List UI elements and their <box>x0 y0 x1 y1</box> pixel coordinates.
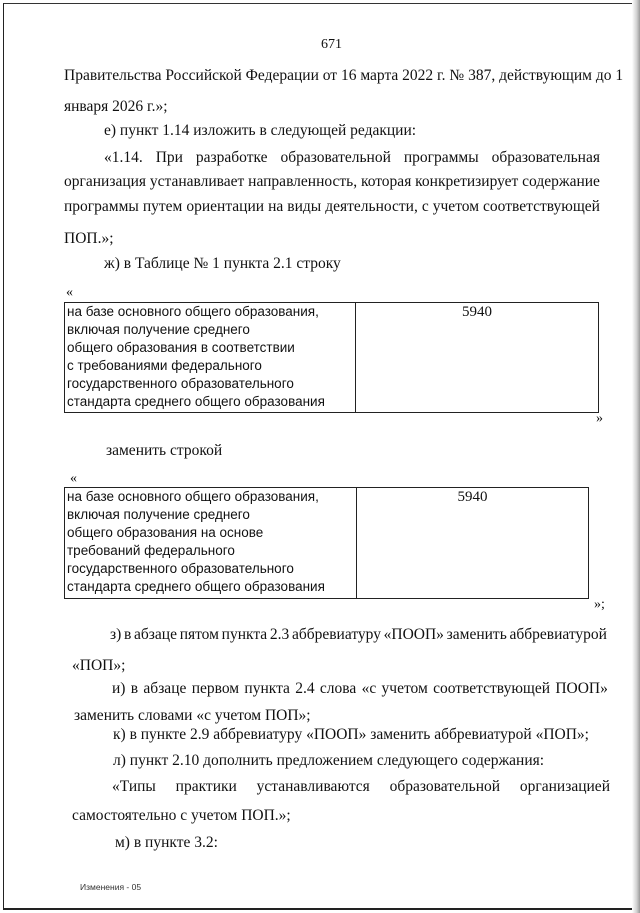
word: пункта <box>221 626 268 643</box>
paragraph-line: ПОП.»; <box>64 230 114 247</box>
quote-close: »; <box>594 597 605 612</box>
word: практики <box>175 778 237 795</box>
word: путем <box>142 198 183 215</box>
word: разработке <box>195 149 268 166</box>
justified-line <box>64 198 600 216</box>
page-number: 671 <box>321 37 342 52</box>
cell-line: с требованиями федерального <box>67 358 262 373</box>
item-k: к) в пункте 2.9 аббревиатуру «ПООП» заменить аббревиатурой «ПОП»; <box>113 726 589 743</box>
word: 2.4 <box>295 680 315 697</box>
word: учетом <box>381 680 428 697</box>
paragraph-line: «ПОП»; <box>72 657 126 674</box>
word: деятельности, <box>325 198 418 215</box>
justified-line <box>112 778 610 796</box>
word: программы <box>403 149 479 166</box>
word: «Типы <box>112 778 156 795</box>
paragraph-line: самостоятельно с учетом ПОП.»; <box>72 807 291 824</box>
cell-line: на базе основного общего образования, <box>67 304 319 319</box>
word: с <box>421 198 429 215</box>
cell-line: общего образования на основе <box>67 525 264 540</box>
word: «1.14. <box>104 149 143 166</box>
word: в <box>130 680 139 697</box>
word: конкретизирует <box>415 173 519 190</box>
quote-close: » <box>596 411 603 426</box>
word: образовательная <box>491 149 600 166</box>
word: учетом <box>432 198 480 215</box>
word: направленность, <box>248 173 358 190</box>
table-cell-description <box>65 303 356 413</box>
cell-line: стандарта среднего общего образования <box>67 579 325 594</box>
cell-line: включая получение среднего <box>67 322 250 337</box>
footer-note: Изменения - 05 <box>80 882 142 892</box>
word: пункта <box>244 680 290 697</box>
word: в <box>124 626 132 643</box>
word: аббревиатуру <box>291 626 381 643</box>
word: «ПООП» <box>383 626 444 643</box>
word: устанавливает <box>149 173 245 190</box>
word: пятом <box>179 626 219 643</box>
paragraph-line: января 2026 г.»; <box>64 98 168 115</box>
cell-line: на базе основного общего образования, <box>67 489 319 504</box>
table-cell-hours: 5940 <box>356 303 599 413</box>
item-m: м) в пункте 3.2: <box>115 834 218 851</box>
cell-line: общего образования в соответствии <box>67 340 295 355</box>
word: и) <box>112 680 126 697</box>
cell-line: включая получение среднего <box>67 507 250 522</box>
word: содержание <box>522 173 600 190</box>
item-l: л) пункт 2.10 дополнить предложением следующего содержания: <box>113 752 545 769</box>
cell-line: стандарта среднего общего образования <box>67 394 325 409</box>
item-zh: ж) в Таблице № 1 пункта 2.1 строку <box>104 255 341 272</box>
word: ориентации <box>186 198 265 215</box>
word: образовательной <box>280 149 391 166</box>
justified-line <box>112 680 608 698</box>
word: которая <box>360 173 412 190</box>
table-cell-hours: 5940 <box>357 488 589 599</box>
word: образовательной <box>389 778 501 795</box>
replace-label: заменить строкой <box>106 442 223 459</box>
quote-open: « <box>70 471 77 486</box>
paragraph-line: заменить словами «с учетом ПОП»; <box>74 707 311 724</box>
word: соответствующей <box>483 198 600 215</box>
word: виды <box>287 198 322 215</box>
cell-line: государственного образовательного <box>67 561 294 576</box>
quote-open: « <box>66 285 73 300</box>
table-cell-description <box>65 488 357 599</box>
justified-line <box>104 149 600 167</box>
word: соответствующей <box>433 680 551 697</box>
word: абзаце <box>134 626 177 643</box>
word: заменить <box>446 626 507 643</box>
word: абзаце <box>143 680 187 697</box>
cell-line: требований федерального <box>67 543 235 558</box>
justified-line <box>110 626 607 644</box>
item-e: е) пункт 1.14 изложить в следующей редакции: <box>104 122 417 139</box>
word: аббревиатурой <box>509 626 607 643</box>
word: слова <box>319 680 357 697</box>
paragraph-line: Правительства Российской Федерации от 16 марта 2022 г. № 387, действующим до 1 <box>64 67 624 84</box>
word: «с <box>361 680 377 697</box>
word: организация <box>64 173 147 190</box>
word: первом <box>191 680 240 697</box>
word: программы <box>64 198 139 215</box>
word: ПООП» <box>555 680 608 697</box>
word: организацией <box>519 778 610 795</box>
word: на <box>268 198 284 215</box>
cell-line: государственного образовательного <box>67 376 294 391</box>
word: 2.3 <box>269 626 290 643</box>
table-new-row <box>64 487 589 599</box>
table-old-row <box>64 302 599 413</box>
justified-line <box>64 173 600 191</box>
word: При <box>155 149 183 166</box>
word: з) <box>110 626 122 643</box>
scan-edge-shadow <box>632 0 640 913</box>
word: устанавливаются <box>256 778 370 795</box>
